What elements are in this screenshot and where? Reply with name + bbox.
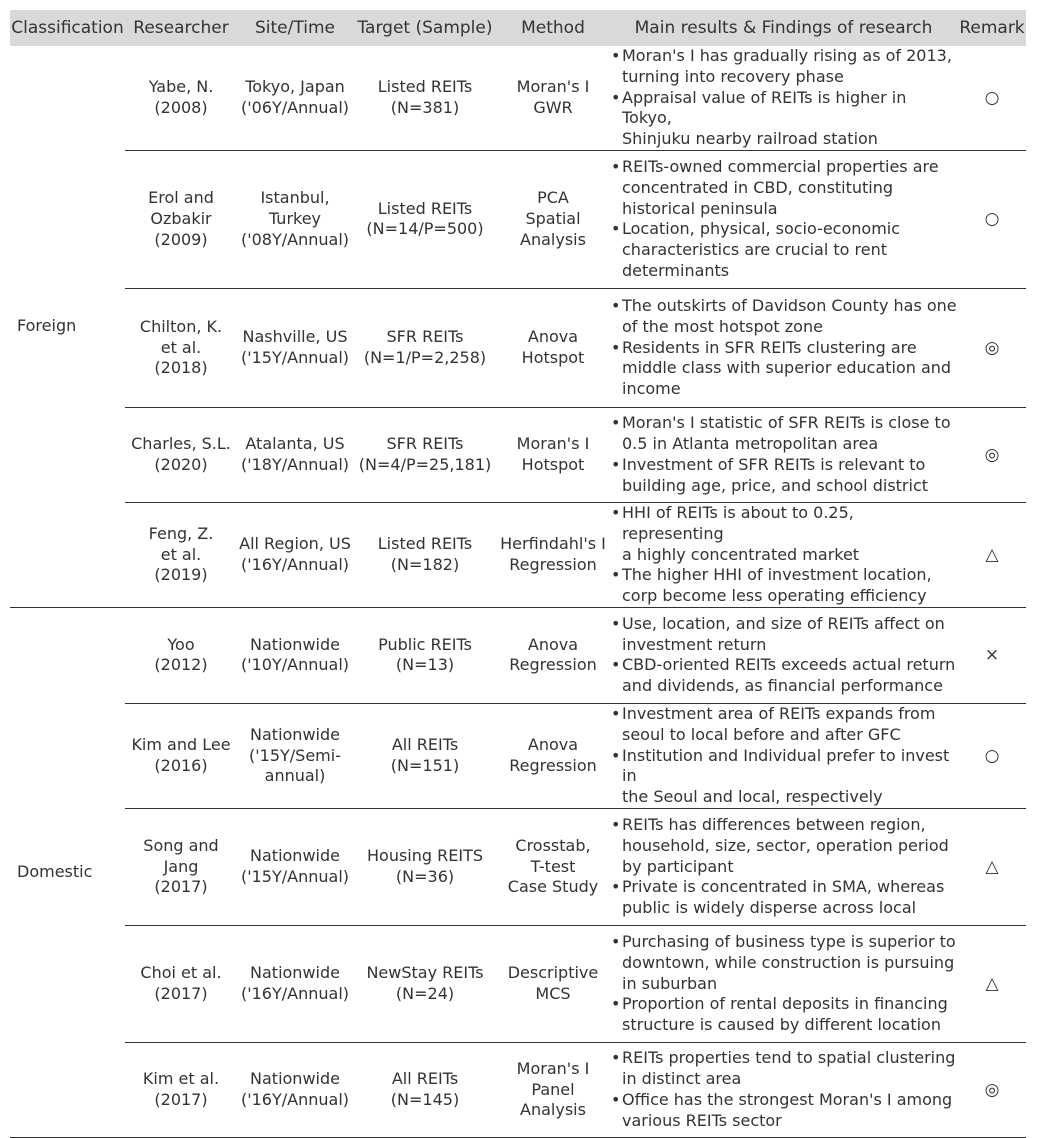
remark-symbol-icon: ○ [984,87,1000,108]
remark-cell [958,607,1026,703]
finding-line: REITs has differences between region, [622,814,926,834]
remark-cell [958,407,1026,502]
target-cell-line: Listed REITs [377,77,473,97]
bullet-icon: • [611,1089,621,1109]
header-site-time: Site/Time [237,10,353,46]
site-time-cell-line: ('16Y/Annual) [240,983,350,1003]
bullet-icon: • [611,655,621,675]
researcher-cell-line: et al. [160,337,202,357]
finding-item [611,219,958,281]
target-cell [353,607,497,703]
target-cell-line: (N=381) [390,97,460,117]
method-cell-line: Regression [509,554,597,574]
finding-line: characteristics are crucial to rent [622,240,888,260]
finding-item [611,655,958,697]
finding-line: of the most hotspot zone [622,316,823,336]
findings-cell [609,46,958,150]
researcher-cell-line: (2020) [154,454,208,474]
target-cell-line: (N=14/P=500) [366,219,484,239]
method-cell-line: T-test [530,856,576,876]
method-cell [497,808,609,925]
target-cell-line: (N=151) [390,755,460,775]
header-remark: Remark [958,10,1026,46]
site-time-cell-line: All Region, US [239,534,351,554]
target-cell-line: Public REITs [378,634,472,654]
bullet-icon: • [611,157,621,177]
findings-cell [609,150,958,288]
site-time-cell-line: ('15Y/Semi- [249,745,341,765]
method-cell-line: Moran's I [516,1058,590,1078]
remark-symbol-icon: ○ [984,209,1000,230]
findings-cell [609,1042,958,1137]
site-time-cell-line: Nationwide [250,963,340,983]
finding-line: in distinct area [622,1069,742,1089]
method-cell [497,288,609,407]
researcher-cell-line: Song and [143,835,219,855]
remark-symbol-icon: ◎ [984,1079,1000,1100]
remark-cell [958,808,1026,925]
bullet-icon: • [611,413,621,433]
target-cell-line: (N=182) [390,554,460,574]
classification-foreign: Foreign [10,46,125,607]
bullet-icon: • [611,337,621,357]
finding-line: building age, price, and school district [622,475,929,495]
findings-cell [609,502,958,607]
remark-cell [958,46,1026,150]
site-time-cell-line: Tokyo, Japan [245,77,345,97]
researcher-cell [125,1042,237,1137]
method-cell-line: Descriptive [507,963,599,983]
method-cell [497,607,609,703]
finding-line: seoul to local before and after GFC [622,724,901,744]
finding-line: Proportion of rental deposits in financing [622,994,948,1014]
finding-line: public is widely disperse across local [622,898,917,918]
finding-item [611,877,958,919]
bullet-icon: • [611,46,621,65]
remark-cell [958,288,1026,407]
researcher-cell-line: (2018) [154,358,208,378]
finding-line: Appraisal value of REITs is higher in Tokyo, [622,87,907,128]
site-time-cell-line: ('15Y/Annual) [240,866,350,886]
finding-item [611,296,958,338]
target-cell [353,925,497,1042]
finding-line: by participant [622,856,734,876]
method-cell [497,46,609,150]
method-cell-line: Hotspot [521,347,585,367]
bullet-icon: • [611,814,621,834]
literature-review-table [10,10,1026,1138]
site-time-cell [237,288,353,407]
site-time-cell-line: Nashville, US [242,327,348,347]
findings-cell [609,407,958,502]
method-cell-line: Anova [527,735,579,755]
site-time-cell-line: ('10Y/Annual) [240,655,350,675]
finding-item [611,746,958,808]
site-time-cell [237,703,353,808]
target-cell-line: (N=36) [395,866,455,886]
table-row [10,808,1026,925]
researcher-cell-line: Erol and [148,188,214,208]
findings-cell [609,288,958,407]
remark-cell [958,1042,1026,1137]
finding-item [611,1090,958,1132]
site-time-cell-line: ('16Y/Annual) [240,1089,350,1109]
target-cell-line: Housing REITS [367,846,483,866]
researcher-cell-line: Yabe, N. [148,77,214,97]
site-time-cell-line: Nationwide [250,1069,340,1089]
researcher-cell-line: Charles, S.L. [131,434,231,454]
target-cell-line: (N=1/P=2,258) [363,347,487,367]
target-cell [353,703,497,808]
finding-line: downtown, while construction is pursuing [622,952,955,972]
remark-cell [958,502,1026,607]
remark-cell [958,150,1026,288]
method-cell [497,1042,609,1137]
remark-cell [958,925,1026,1042]
finding-line: the Seoul and local, respectively [622,787,883,807]
method-cell-line: GWR [533,97,573,117]
finding-item [611,815,958,877]
site-time-cell-line: annual) [264,766,326,786]
finding-line: Residents in SFR REITs clustering are [622,337,917,357]
target-cell-line: (N=4/P=25,181) [358,454,492,474]
site-time-cell [237,46,353,150]
researcher-cell [125,703,237,808]
site-time-cell-line: ('06Y/Annual) [240,97,350,117]
method-cell-line: Anova [527,634,579,654]
finding-line: income [622,379,681,399]
findings-cell [609,703,958,808]
method-cell-line: Moran's I [516,77,590,97]
finding-line: Moran's I statistic of SFR REITs is close to [622,413,951,433]
researcher-cell [125,46,237,150]
finding-line: concentrated in CBD, constituting [622,177,894,197]
remark-symbol-icon: ◎ [984,337,1000,358]
findings-cell [609,607,958,703]
finding-line: investment return [622,634,767,654]
finding-line: corp become less operating efficiency [622,586,927,606]
method-cell-line: Regression [509,655,597,675]
bullet-icon: • [611,219,621,239]
researcher-cell-line: (2012) [154,655,208,675]
researcher-cell [125,925,237,1042]
finding-line: determinants [622,261,730,281]
target-cell-line: NewStay REITs [366,963,484,983]
header-results: Main results & Findings of research [609,10,958,46]
finding-item [611,157,958,219]
finding-line: Office has the strongest Moran's I among [622,1089,953,1109]
finding-item [611,503,958,565]
site-time-cell-line: ('15Y/Annual) [240,347,350,367]
finding-line: household, size, sector, operation period [622,835,949,855]
finding-line: and dividends, as financial performance [622,676,943,696]
bullet-icon: • [611,502,621,522]
target-cell-line: SFR REITs [386,434,464,454]
finding-line: Use, location, and size of REITs affect on [622,613,945,633]
site-time-cell [237,808,353,925]
bullet-icon: • [611,565,621,585]
target-cell [353,46,497,150]
header-method: Method [497,10,609,46]
target-cell [353,150,497,288]
finding-item [611,1048,958,1090]
site-time-cell [237,925,353,1042]
table-body [10,46,1026,1137]
finding-item [611,413,958,455]
header-row [10,10,1026,46]
researcher-cell-line: (2017) [154,983,208,1003]
finding-line: turning into recovery phase [622,66,844,86]
finding-line: HHI of REITs is about to 0.25, representing [622,502,854,543]
method-cell-line: Hotspot [521,454,585,474]
bullet-icon: • [611,703,621,723]
target-cell-line: (N=13) [395,655,455,675]
finding-line: REITs-owned commercial properties are [622,157,939,177]
site-time-cell-line: Nationwide [250,634,340,654]
target-cell [353,808,497,925]
researcher-cell [125,607,237,703]
researcher-cell-line: (2009) [154,229,208,249]
table-row [10,46,1026,150]
remark-symbol-icon: × [984,645,1000,666]
finding-item [611,704,958,746]
finding-item [611,614,958,656]
table-row [10,407,1026,502]
researcher-cell [125,502,237,607]
researcher-cell-line: (2017) [154,1089,208,1109]
classification-domestic: Domestic [10,607,125,1137]
site-time-cell [237,502,353,607]
method-cell-line: Moran's I [516,434,590,454]
header-target: Target (Sample) [353,10,497,46]
method-cell [497,407,609,502]
remark-symbol-icon: ◎ [984,444,1000,465]
method-cell [497,703,609,808]
finding-line: Investment of SFR REITs is relevant to [622,454,926,474]
site-time-cell-line: Nationwide [250,724,340,744]
finding-line: Location, physical, socio-economic [622,219,901,239]
finding-line: Private is concentrated in SMA, whereas [622,877,945,897]
header-classification: Classification [10,10,125,46]
finding-item [611,932,958,994]
findings-cell [609,925,958,1042]
bullet-icon: • [611,613,621,633]
researcher-cell-line: (2017) [154,877,208,897]
finding-line: CBD-oriented REITs exceeds actual return [622,655,956,675]
finding-item [611,565,958,607]
bullet-icon: • [611,1048,621,1068]
finding-line: a highly concentrated market [622,544,860,564]
target-cell-line: (N=24) [395,983,455,1003]
remark-symbol-icon: △ [985,856,999,877]
finding-item [611,88,958,150]
target-cell [353,288,497,407]
method-cell-line: Spatial [525,209,581,229]
table-row [10,150,1026,288]
table-row [10,288,1026,407]
site-time-cell-line: Istanbul, Turkey [260,188,330,229]
site-time-cell [237,150,353,288]
target-cell [353,502,497,607]
researcher-cell-line: Feng, Z. [148,523,214,543]
researcher-cell-line: (2008) [154,97,208,117]
site-time-cell-line: ('16Y/Annual) [240,554,350,574]
target-cell-line: SFR REITs [386,327,464,347]
table-row [10,925,1026,1042]
target-cell [353,407,497,502]
site-time-cell [237,407,353,502]
bullet-icon: • [611,931,621,951]
remark-symbol-icon: ○ [984,745,1000,766]
finding-line: middle class with superior education and [622,358,952,378]
method-cell-line: Crosstab, [515,835,591,855]
researcher-cell [125,407,237,502]
finding-line: historical peninsula [622,198,778,218]
header-researcher: Researcher [125,10,237,46]
researcher-cell-line: Choi et al. [140,963,222,983]
researcher-cell-line: Ozbakir [150,209,212,229]
target-cell-line: Listed REITs [377,198,473,218]
target-cell [353,1042,497,1137]
researcher-cell-line: (2016) [154,755,208,775]
researcher-cell [125,808,237,925]
target-cell-line: Listed REITs [377,534,473,554]
method-cell [497,502,609,607]
researcher-cell-line: Jang [163,856,199,876]
site-time-cell-line: ('08Y/Annual) [240,229,350,249]
target-cell-line: All REITs [391,1069,459,1089]
table-row [10,1042,1026,1137]
finding-line: REITs properties tend to spatial clustering [622,1048,956,1068]
finding-line: Moran's I has gradually rising as of 2013, [622,46,952,65]
finding-item [611,338,958,400]
finding-item [611,455,958,497]
target-cell-line: (N=145) [390,1089,460,1109]
method-cell-line: MCS [535,983,571,1003]
researcher-cell-line: Kim et al. [142,1069,220,1089]
method-cell-line: Anova [527,327,579,347]
finding-line: in suburban [622,973,718,993]
remark-symbol-icon: △ [985,544,999,565]
bullet-icon: • [611,454,621,474]
table-row [10,607,1026,703]
bullet-icon: • [611,994,621,1014]
method-cell-line: Regression [509,755,597,775]
site-time-cell [237,607,353,703]
finding-line: Institution and Individual prefer to invest in [622,745,950,786]
finding-item [611,46,958,88]
site-time-cell-line: Nationwide [250,846,340,866]
researcher-cell-line: Yoo [167,634,195,654]
researcher-cell [125,150,237,288]
method-cell [497,150,609,288]
table-row [10,703,1026,808]
method-cell-line: PCA [537,188,569,208]
finding-line: Investment area of REITs expands from [622,703,936,723]
remark-cell [958,703,1026,808]
researcher-cell-line: Kim and Lee [131,735,231,755]
finding-item [611,994,958,1036]
researcher-cell-line: et al. [160,544,202,564]
bullet-icon: • [611,295,621,315]
researcher-cell-line: (2019) [154,565,208,585]
remark-symbol-icon: △ [985,973,999,994]
researcher-cell [125,288,237,407]
finding-line: structure is caused by different location [622,1015,941,1035]
finding-line: The higher HHI of investment location, [622,565,932,585]
bullet-icon: • [611,87,621,107]
method-cell-line: Case Study [507,877,599,897]
findings-cell [609,808,958,925]
site-time-cell [237,1042,353,1137]
finding-line: various REITs sector [622,1110,782,1130]
site-time-cell-line: ('18Y/Annual) [240,454,350,474]
method-cell-line: Herfindahl's I [500,534,606,554]
finding-line: The outskirts of Davidson County has one [622,295,957,315]
site-time-cell-line: Atalanta, US [245,434,345,454]
finding-line: Shinjuku nearby railroad station [622,129,878,149]
finding-line: 0.5 in Atlanta metropolitan area [622,434,879,454]
bullet-icon: • [611,745,621,765]
method-cell-line: Panel Analysis [520,1079,586,1120]
method-cell-line: Analysis [520,229,586,249]
bullet-icon: • [611,877,621,897]
finding-line: Purchasing of business type is superior to [622,931,956,951]
target-cell-line: All REITs [391,735,459,755]
method-cell [497,925,609,1042]
table-row [10,502,1026,607]
researcher-cell-line: Chilton, K. [139,316,223,336]
